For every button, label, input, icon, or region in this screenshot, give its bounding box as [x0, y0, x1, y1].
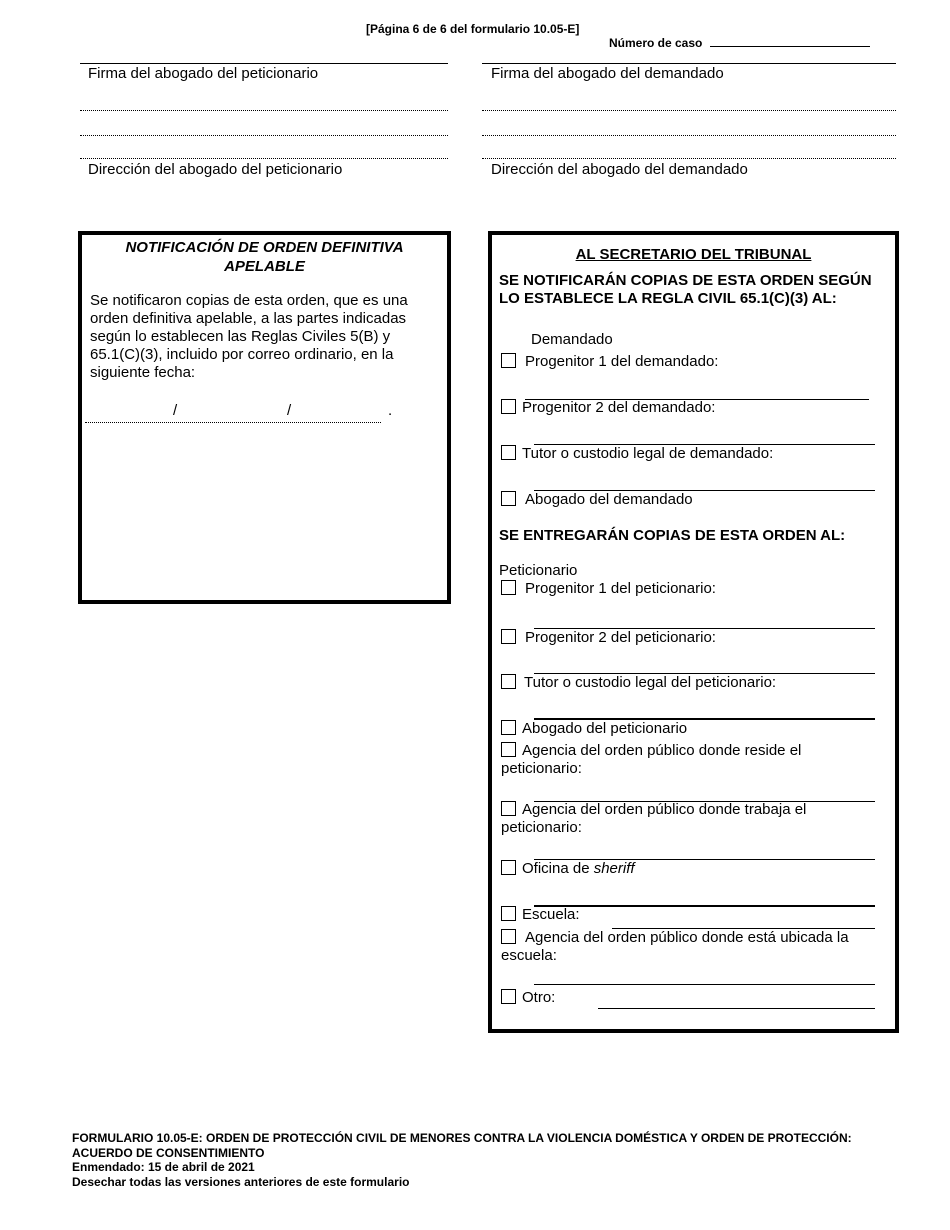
case-number-text: Número de caso	[609, 36, 703, 50]
other-row	[501, 989, 555, 1006]
sheriff-office-label: Oficina de	[522, 860, 590, 877]
notice-date-line[interactable]	[85, 422, 381, 423]
petitioner-attorney-row	[501, 720, 687, 737]
petitioner-attorney-address-label: Dirección del abogado del peticionario	[88, 161, 343, 178]
respondent-attorney-label: Abogado del demandado	[525, 491, 693, 508]
notice-body: Se notificaron copias de esta orden, que es una orden definitiva apelable, a las partes indicadas según lo establecen las Reglas Civiles 5(B) y 65.1(C)(3), incluido por correo ordinario, en la siguiente fecha:	[90, 292, 408, 381]
notice-title-line-1: NOTIFICACIÓN DE ORDEN DEFINITIVA	[125, 239, 404, 256]
petitioner-work-agency-checkbox[interactable]	[501, 801, 516, 816]
school-row	[501, 906, 580, 923]
sheriff-office-italic: sheriff	[593, 860, 635, 877]
school-label: Escuela:	[522, 906, 580, 923]
respondent-guardian-label: Tutor o custodio legal de demandado:	[522, 445, 774, 462]
other-field[interactable]	[598, 1008, 875, 1009]
petitioner-residence-agency-row	[501, 742, 841, 778]
petitioner-work-agency-label: Agencia del orden público donde trabaja el peticionario:	[501, 801, 807, 836]
petitioner-attorney-checkbox[interactable]	[501, 720, 516, 735]
respondent-parent-2-row	[501, 399, 715, 416]
footer-form-title: FORMULARIO 10.05-E: ORDEN DE PROTECCIÓN CIVIL DE MENORES CONTRA LA VIOLENCIA DOMÉSTICA Y ORDEN DE PROTECCIÓN:	[72, 1131, 852, 1145]
case-number-field[interactable]	[710, 36, 870, 47]
petitioner-work-agency-row	[501, 801, 841, 837]
respondent-parent-1-label: Progenitor 1 del demandado:	[525, 353, 719, 370]
other-label: Otro:	[522, 989, 556, 1006]
petitioner-address-line-1[interactable]	[80, 110, 448, 111]
footer-form-subtitle: ACUERDO DE CONSENTIMIENTO	[72, 1145, 265, 1160]
petitioner-parent-2-label: Progenitor 2 del peticionario:	[525, 629, 716, 646]
petitioner-guardian-checkbox[interactable]	[501, 674, 516, 689]
page-indicator: [Página 6 de 6 del formulario 10.05-E]	[366, 22, 580, 36]
sheriff-office-checkbox[interactable]	[501, 860, 516, 875]
respondent-address-line-1[interactable]	[482, 110, 896, 111]
school-agency-field[interactable]	[534, 984, 875, 985]
form-footer	[72, 1131, 852, 1189]
respondent-parent-1-row	[501, 353, 718, 370]
respondent-attorney-row	[501, 491, 693, 508]
sheriff-office-row	[501, 860, 635, 877]
date-period: .	[388, 402, 393, 419]
petitioner-address-line-2[interactable]	[80, 135, 448, 136]
petitioner-attorney-signature-label: Firma del abogado del peticionario	[88, 65, 319, 82]
footer-amended-date: Enmendado: 15 de abril de 2021	[72, 1160, 255, 1174]
school-agency-row	[501, 929, 871, 965]
petitioner-attorney-signature-line[interactable]	[80, 63, 448, 64]
respondent-attorney-signature-line[interactable]	[482, 63, 896, 64]
petitioner-parent-2-row	[501, 629, 716, 646]
footer-discard-note: Desechar todas las versiones anteriores de este formulario	[72, 1174, 410, 1189]
respondent-guardian-row	[501, 445, 773, 462]
appealable-order-notice-box	[78, 231, 451, 604]
petitioner-attorney-label: Abogado del peticionario	[522, 720, 688, 737]
respondent-attorney-signature-label: Firma del abogado del demandado	[491, 65, 724, 82]
respondent-attorney-address-label: Dirección del abogado del demandado	[491, 161, 748, 178]
respondent-parent-2-checkbox[interactable]	[501, 399, 516, 414]
school-agency-checkbox[interactable]	[501, 929, 516, 944]
petitioner-parent-2-checkbox[interactable]	[501, 629, 516, 644]
petitioner-parent-1-row	[501, 580, 716, 597]
respondent-label: Demandado	[531, 331, 613, 348]
clerk-instructions-box	[488, 231, 899, 1033]
school-agency-label: Agencia del orden público donde está ubicada la escuela:	[501, 929, 849, 964]
respondent-attorney-checkbox[interactable]	[501, 491, 516, 506]
petitioner-label: Peticionario	[499, 562, 578, 579]
petitioner-residence-agency-checkbox[interactable]	[501, 742, 516, 757]
petitioner-parent-1-label: Progenitor 1 del peticionario:	[525, 580, 716, 597]
respondent-address-line-2[interactable]	[482, 135, 896, 136]
respondent-parent-1-checkbox[interactable]	[501, 353, 516, 368]
petitioner-residence-agency-label: Agencia del orden público donde reside el peticionario:	[501, 742, 802, 777]
petitioner-guardian-row	[501, 674, 776, 691]
case-number-label	[609, 36, 870, 50]
notify-heading: SE NOTIFICARÁN COPIAS DE ESTA ORDEN SEGÚN LO ESTABLECE LA REGLA CIVIL 65.1(C)(3) AL:	[499, 272, 872, 307]
clerk-title: AL SECRETARIO DEL TRIBUNAL	[575, 246, 812, 263]
deliver-heading: SE ENTREGARÁN COPIAS DE ESTA ORDEN AL:	[499, 527, 846, 544]
other-checkbox[interactable]	[501, 989, 516, 1004]
notice-title-line-2: APELABLE	[224, 258, 305, 275]
petitioner-guardian-label: Tutor o custodio legal del peticionario:	[524, 674, 777, 691]
notice-title	[82, 238, 447, 276]
sheriff-office-field[interactable]	[534, 905, 875, 907]
petitioner-parent-1-checkbox[interactable]	[501, 580, 516, 595]
date-separator-2: /	[287, 402, 292, 419]
respondent-parent-2-label: Progenitor 2 del demandado:	[522, 399, 716, 416]
petitioner-address-line-3[interactable]	[80, 158, 448, 159]
school-checkbox[interactable]	[501, 906, 516, 921]
date-separator-1: /	[173, 402, 178, 419]
respondent-guardian-checkbox[interactable]	[501, 445, 516, 460]
respondent-address-line-3[interactable]	[482, 158, 896, 159]
